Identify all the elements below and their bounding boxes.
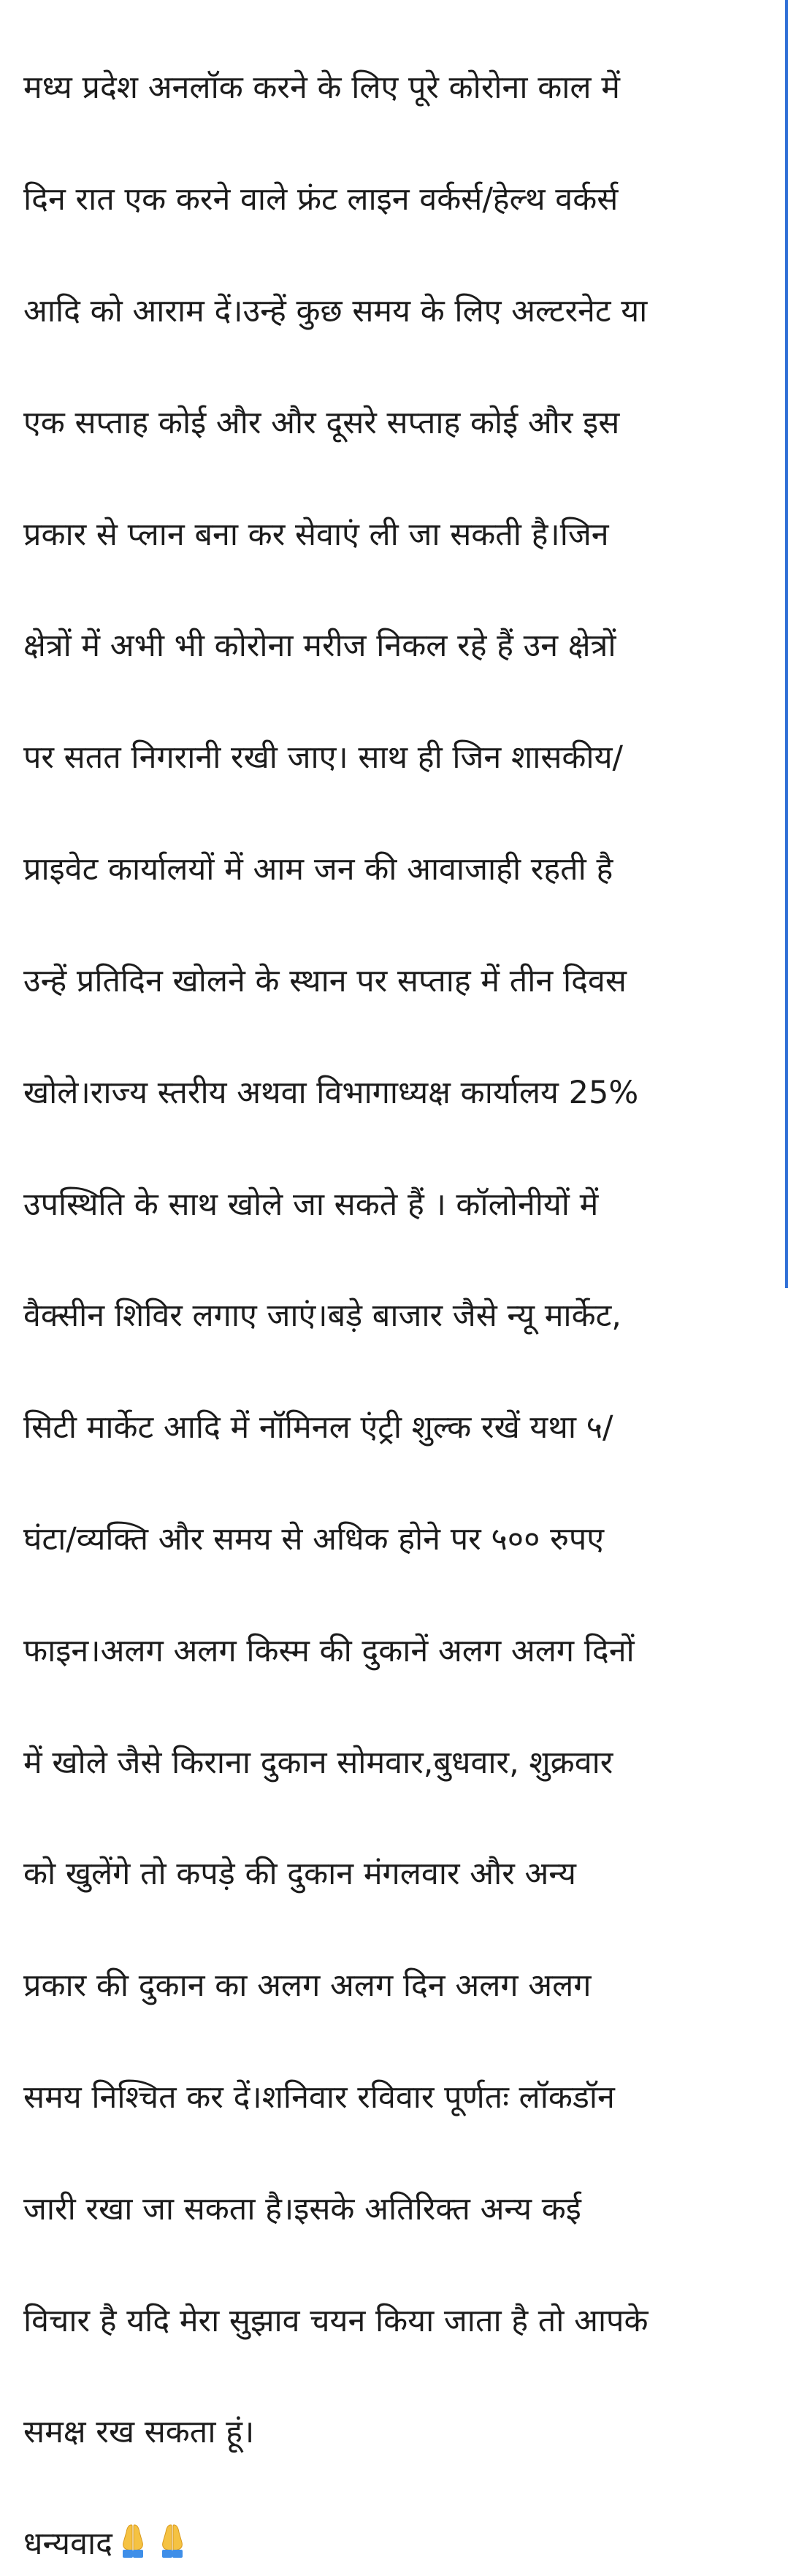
message-line: प्रकार से प्लान बना कर सेवाएं ली जा सकती है।जिन bbox=[23, 516, 609, 553]
message-line: दिन रात एक करने वाले फ्रंट लाइन वर्कर्स/हेल्थ वर्कर्स bbox=[23, 181, 619, 218]
message-line: आदि को आराम दें।उन्हें कुछ समय के लिए अल्टरनेट या bbox=[23, 293, 648, 330]
message-line: उन्हें प्रतिदिन खोलने के स्थान पर सप्ताह में तीन दिवस bbox=[23, 962, 627, 999]
message-line: वैक्सीन शिविर लगाए जाएं।बड़े बाजार जैसे न्यू मार्केट, bbox=[23, 1297, 621, 1335]
message-line: एक सप्ताह कोई और और दूसरे सप्ताह कोई और इस bbox=[23, 404, 620, 441]
message-line: क्षेत्रों में अभी भी कोरोना मरीज निकल रहे हैं उन क्षेत्रों bbox=[23, 628, 616, 665]
message-line: में खोले जैसे किराना दुकान सोमवार,बुधवार, शुक्रवार bbox=[23, 1744, 613, 1781]
message-line: मध्य प्रदेश अनलॉक करने के लिए पूरे कोरोना काल में bbox=[23, 69, 620, 107]
message-line: घंटा/व्यक्ति और समय से अधिक होने पर ५०० रुपए bbox=[23, 1520, 605, 1558]
message-line: फाइन।अलग अलग किस्म की दुकानें अलग अलग दिनों bbox=[23, 1632, 635, 1669]
message-line: विचार है यदि मेरा सुझाव चयन किया जाता है तो आपके bbox=[23, 2302, 649, 2339]
message-line: सिटी मार्केट आदि में नॉमिनल एंट्री शुल्क रखें यथा ५/ bbox=[23, 1409, 613, 1447]
message-line: खोले।राज्य स्तरीय अथवा विभागाध्यक्ष कार्यालय 25% bbox=[23, 1074, 639, 1111]
thanks-text: धन्यवाद bbox=[23, 2526, 112, 2563]
message-line: समय निश्चित कर दें।शनिवार रविवार पूर्णतः लॉकडॉन bbox=[23, 2079, 615, 2116]
message-line: समक्ष रख सकता हूं। bbox=[23, 2414, 255, 2451]
message-line: जारी रखा जा सकता है।इसके अतिरिक्त अन्य कई bbox=[23, 2190, 581, 2228]
folded-hands-icon bbox=[114, 2520, 152, 2558]
message-body bbox=[23, 4, 776, 2576]
message-line: प्राइवेट कार्यालयों में आम जन की आवाजाही रहती है bbox=[23, 851, 613, 888]
thanks-row bbox=[23, 2516, 776, 2572]
folded-hands-icon bbox=[153, 2520, 191, 2558]
message-line: को खुलेंगे तो कपड़े की दुकान मंगलवार और अन्य bbox=[23, 1856, 576, 1893]
message-line: प्रकार की दुकान का अलग अलग दिन अलग अलग bbox=[23, 1967, 592, 2005]
message-line: पर सतत निगरानी रखी जाए। साथ ही जिन शासकीय/ bbox=[23, 739, 623, 777]
message-line: उपस्थिति के साथ खोले जा सकते हैं । कॉलोनीयों में bbox=[23, 1186, 599, 1223]
